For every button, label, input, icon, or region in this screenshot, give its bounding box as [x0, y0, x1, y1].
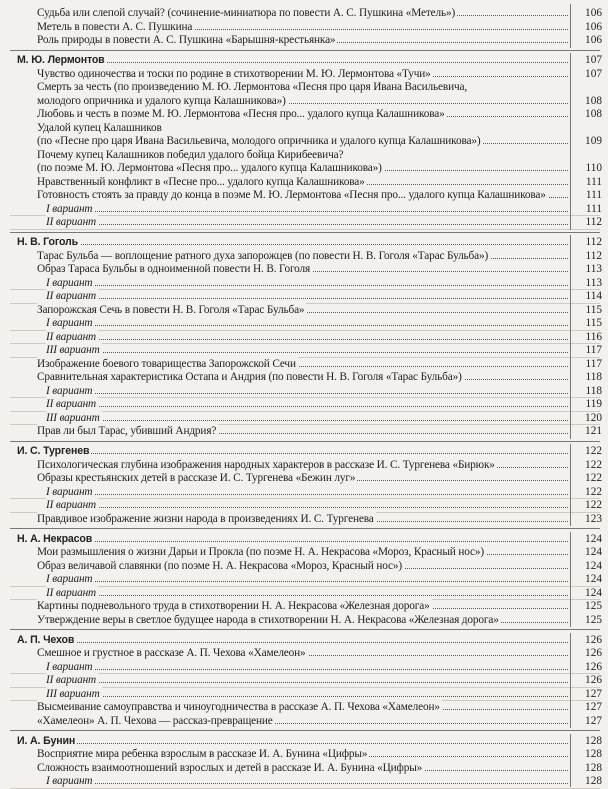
page-number: 120 [585, 411, 602, 424]
variant-row[interactable] [0, 330, 608, 344]
page-column-rule [570, 734, 571, 788]
page-number: 111 [585, 189, 602, 201]
dot-leader [46, 783, 568, 784]
page-number: 124 [585, 559, 602, 572]
dot-leader [46, 494, 568, 495]
section-divider [10, 50, 600, 51]
toc-entry[interactable] [0, 188, 608, 202]
variant-label: II вариант [46, 216, 97, 228]
entry-title: Образ Тараса Бульбы в одноименной повести Н. В. Гоголя [37, 263, 311, 275]
page-number: 127 [585, 687, 602, 700]
page-number: 115 [585, 303, 602, 316]
section-divider [10, 528, 600, 529]
variant-label: I вариант [46, 202, 93, 215]
variant-label: I вариант [46, 660, 93, 673]
page-number: 124 [585, 586, 602, 599]
page-number: 128 [585, 761, 602, 774]
page-number: 118 [585, 371, 602, 383]
toc-entry[interactable] [0, 512, 608, 526]
page-number: 106 [585, 7, 602, 19]
author-name: И. А. Бунин [17, 734, 76, 747]
toc-entry[interactable] [0, 249, 608, 263]
page-number: 110 [585, 162, 602, 174]
page-number: 112 [585, 236, 602, 248]
toc-entry[interactable] [0, 6, 608, 20]
toc-entry[interactable] [0, 20, 608, 34]
toc-entry[interactable] [0, 262, 608, 276]
entry-title: Восприятие мира ребенка взрослым в рассказе И. А. Бунина «Цифры» [37, 748, 368, 760]
entry-title: Сравнительная характеристика Остапа и Андрия (по повести Н. В. Гоголя «Тарас Бульба») [37, 371, 462, 383]
entry-title: Образы крестьянских детей в рассказе И. С. Тургенева «Бежин луг» [37, 472, 356, 484]
variant-row[interactable] [0, 673, 608, 687]
page-number: 119 [585, 398, 602, 410]
variant-label: II вариант [46, 398, 97, 410]
entry-title: Смерть за честь (по произведению М. Ю. Лермонтова «Песня про царя Ивана Васильевича, [37, 81, 468, 93]
page-column-rule [570, 4, 571, 48]
dot-leader [17, 743, 568, 744]
page-number: 126 [585, 647, 602, 659]
page-number: 113 [585, 263, 602, 275]
page-number: 123 [585, 512, 602, 525]
entry-title: Смешное и грустное в рассказе А. П. Чехова «Хамелеон» [37, 647, 306, 659]
page-number: 116 [585, 330, 602, 343]
variant-label: I вариант [46, 573, 93, 585]
dot-leader [46, 669, 568, 670]
dot-leader [17, 244, 568, 245]
entry-title: Запорожская Сечь в повести Н. В. Гоголя «Тарас Бульба» [37, 303, 305, 316]
page-number: 108 [585, 94, 602, 107]
dot-leader [17, 541, 568, 542]
toc-entry[interactable] [0, 67, 608, 81]
dot-leader [46, 420, 568, 421]
entry-title: Тарас Бульба — воплощение ратного духа запорожцев (по повести Н. В. Гоголя «Тарас Бульба») [37, 249, 489, 262]
page-number: 125 [585, 613, 602, 626]
variant-row[interactable] [0, 586, 608, 600]
variant-label: I вариант [46, 276, 93, 289]
dot-leader [46, 298, 568, 299]
entry-title: Готовность стоять за правду до конца в поэме М. Ю. Лермонтова «Песня про... удалого купца Калашникова» [37, 189, 546, 201]
page-number: 126 [585, 633, 602, 646]
variant-label: II вариант [46, 674, 97, 686]
page-number: 122 [585, 485, 602, 498]
variant-label: III вариант [46, 687, 100, 700]
variant-row[interactable] [0, 289, 608, 303]
toc-entry[interactable] [0, 761, 608, 775]
page-number: 122 [585, 472, 602, 484]
variant-row[interactable] [0, 572, 608, 586]
variant-row[interactable] [0, 276, 608, 290]
toc-entry[interactable] [0, 458, 608, 472]
dot-leader [46, 507, 568, 508]
entry-title: Нравственный конфликт в «Песне про... удалого купца Калашникова» [37, 175, 365, 188]
variant-label: III вариант [46, 344, 100, 356]
dot-leader [46, 339, 568, 340]
page-number: 124 [585, 573, 602, 585]
entry-title: молодого опричника и удалого купца Калашникова») [37, 94, 286, 107]
toc-entry[interactable] [0, 175, 608, 189]
page-number: 128 [585, 748, 602, 760]
page-column-rule [570, 53, 571, 230]
author-name: А. П. Чехов [17, 633, 75, 646]
author-heading-row[interactable] [0, 532, 608, 546]
variant-row[interactable] [0, 687, 608, 701]
variant-row[interactable] [0, 397, 608, 411]
dot-leader [46, 224, 568, 225]
page-number: 121 [585, 425, 602, 437]
entry-title: Чувство одиночества и тоски по родине в стихотворении М. Ю. Лермонтова «Тучи» [37, 67, 431, 80]
section-divider [10, 441, 600, 442]
dot-leader [46, 352, 568, 353]
dot-leader [46, 595, 568, 596]
page-column-rule [570, 633, 571, 729]
variant-row[interactable] [0, 202, 608, 216]
variant-label: III вариант [46, 411, 100, 424]
toc-entry[interactable] [0, 161, 608, 175]
toc-entry[interactable] [0, 33, 608, 47]
variant-row[interactable] [0, 660, 608, 674]
dot-leader [46, 581, 568, 582]
variant-label: I вариант [46, 384, 93, 397]
author-name: Н. В. Гоголь [17, 236, 78, 248]
page-number: 122 [585, 458, 602, 471]
page-number: 118 [585, 384, 602, 397]
entry-title: Высмеивание самоуправства и чиноугодничества в рассказе А. П. Чехова «Хамелеон» [37, 701, 440, 713]
entry-title: Удалой купец Калашников [37, 121, 162, 134]
page-number: 107 [585, 67, 602, 80]
page-number: 126 [585, 660, 602, 673]
author-name: М. Ю. Лермонтов [17, 54, 105, 66]
author-heading-row[interactable] [0, 734, 608, 748]
toc-entry[interactable] [0, 94, 608, 108]
variant-row[interactable] [0, 316, 608, 330]
toc-entry[interactable] [0, 559, 608, 573]
variant-row[interactable] [0, 215, 608, 229]
page-number: 108 [585, 108, 602, 120]
dot-leader [17, 642, 568, 643]
toc-entry[interactable] [0, 303, 608, 317]
entry-title: Прав ли был Тарас, убивший Андрия? [37, 425, 217, 437]
toc-entry[interactable] [0, 134, 608, 148]
toc-entry[interactable] [0, 121, 608, 135]
entry-title: Правдивое изображение жизни народа в произведениях И. С. Тургенева [37, 512, 374, 525]
author-heading-row[interactable] [0, 444, 608, 458]
page-number: 126 [585, 674, 602, 686]
variant-label: II вариант [46, 499, 97, 511]
toc-entry[interactable] [0, 747, 608, 761]
toc-entry[interactable] [0, 599, 608, 613]
page-number: 125 [585, 600, 602, 612]
page-column-rule [570, 235, 571, 439]
entry-title: «Хамелеон» А. П. Чехова — рассказ-превращение [37, 714, 273, 727]
variant-row[interactable] [0, 485, 608, 499]
variant-label: I вариант [46, 317, 93, 329]
toc-entry[interactable] [0, 148, 608, 162]
page-number: 127 [585, 701, 602, 713]
page-number: 111 [585, 202, 602, 215]
variant-row[interactable] [0, 498, 608, 512]
page-number: 109 [585, 135, 602, 147]
entry-title: Судьба или слепой случай? (сочинение-миниатюра по повести А. С. Пушкина «Метель») [37, 7, 456, 19]
variant-label: I вариант [46, 775, 93, 787]
page-column-rule [570, 532, 571, 628]
toc-entry[interactable] [0, 714, 608, 728]
section-divider [10, 629, 600, 630]
author-heading-row[interactable] [0, 633, 608, 647]
page-number: 127 [585, 714, 602, 727]
page-number: 122 [585, 445, 602, 457]
dot-leader [17, 453, 568, 454]
page-number: 128 [585, 734, 602, 747]
page-number: 117 [585, 357, 602, 370]
page-number: 124 [585, 546, 602, 558]
page-number: 114 [585, 290, 602, 302]
section-divider [10, 232, 600, 233]
dot-leader [46, 682, 568, 683]
page-number: 111 [585, 175, 602, 188]
dot-leader [46, 211, 568, 212]
entry-title: Сложность взаимоотношений взрослых и детей в рассказе И. А. Бунина «Цифры» [37, 761, 423, 774]
toc-entry[interactable] [0, 471, 608, 485]
author-heading-row[interactable] [0, 235, 608, 249]
toc-entry[interactable] [0, 700, 608, 714]
section-divider [10, 730, 600, 731]
toc-entry[interactable] [0, 80, 608, 94]
author-name: И. С. Тургенев [17, 445, 90, 457]
page-number: 124 [585, 532, 602, 545]
dot-leader [46, 285, 568, 286]
variant-label: II вариант [46, 290, 97, 302]
variant-label: I вариант [46, 485, 93, 498]
variant-row[interactable] [0, 774, 608, 788]
variant-row[interactable] [0, 343, 608, 357]
toc-entry[interactable] [0, 357, 608, 371]
row-separator [10, 788, 600, 789]
dot-leader [46, 406, 568, 407]
entry-title: (по поэме М. Ю. Лермонтова «Песня про... удалого купца Калашникова») [37, 162, 382, 174]
page-number: 117 [585, 344, 602, 356]
toc-entry[interactable] [0, 424, 608, 438]
entry-title: Психологическая глубина изображения народных характеров в рассказе И. С. Тургенева «Бирюк» [37, 458, 495, 471]
entry-title: Образ величавой славянки (по поэме Н. А. Некрасова «Мороз, Красный нос») [37, 559, 402, 572]
entry-title: Почему купец Калашников победил удалого бойца Кирибеевича? [37, 148, 344, 161]
author-heading-row[interactable] [0, 53, 608, 67]
page-column-rule [570, 444, 571, 526]
entry-title: Изображение боевого товарищества Запорожской Сечи [37, 357, 296, 370]
variant-label: II вариант [46, 586, 97, 599]
entry-title: Утверждение веры в светлое будущее народа в стихотворении Н. А. Некрасова «Железная дорога» [37, 613, 499, 626]
toc-entry[interactable] [0, 107, 608, 121]
page-number: 106 [585, 34, 602, 46]
entry-title: Мои размышления о жизни Дарьи и Прокла (по поэме Н. А. Некрасова «Мороз, Красный нос») [37, 546, 484, 558]
author-name: Н. А. Некрасов [17, 532, 93, 545]
page-number: 113 [585, 276, 602, 289]
page-number: 107 [585, 54, 602, 66]
page-number: 128 [585, 775, 602, 787]
entry-title: (по «Песне про царя Ивана Васильевича, молодого опричника и удалого купца Калашникова») [37, 135, 481, 147]
row-separator [10, 229, 600, 230]
toc-entry[interactable] [0, 370, 608, 384]
variant-label: II вариант [46, 330, 97, 343]
page-number: 122 [585, 499, 602, 511]
entry-title: Роль природы в повести А. С. Пушкина «Барышня-крестьянка» [37, 34, 336, 46]
variant-row[interactable] [0, 384, 608, 398]
toc-entry[interactable] [0, 613, 608, 627]
toc-entry[interactable] [0, 545, 608, 559]
entry-title: Картины подневольного труда в стихотворении Н. А. Некрасова «Железная дорога» [37, 600, 430, 612]
toc-entry[interactable] [0, 646, 608, 660]
entry-title: Любовь и честь в поэме М. Ю. Лермонтова «Песня про... удалого купца Калашникова» [37, 108, 445, 120]
dot-leader [46, 393, 568, 394]
dot-leader [46, 325, 568, 326]
page-number: 115 [585, 317, 602, 329]
dot-leader [46, 696, 568, 697]
entry-title: Метель в повести А. С. Пушкина [37, 20, 193, 33]
page-number: 106 [585, 20, 602, 33]
page-number: 112 [585, 216, 602, 228]
variant-row[interactable] [0, 411, 608, 425]
page-number: 112 [585, 249, 602, 262]
